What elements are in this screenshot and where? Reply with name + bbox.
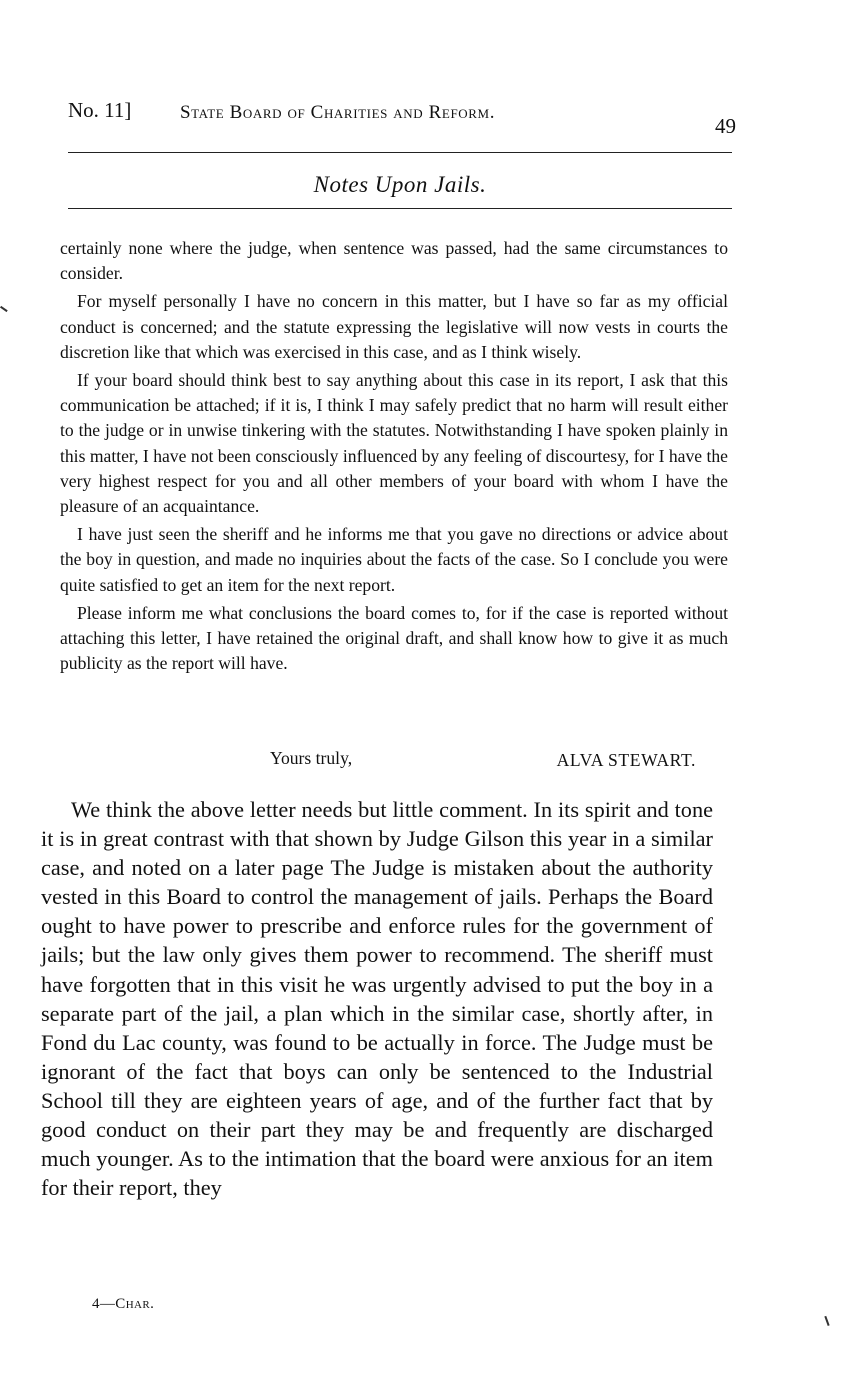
- signature-mark: 4—Char.: [92, 1296, 155, 1312]
- letter-paragraph: For myself personally I have no concern in this matter, but I have so far as my official conduct is concerned; and the statute expressing the legislative will now vests in courts the discretion like that which was exercised in this case, and as I think wisely.: [60, 291, 728, 362]
- header-rule: [68, 152, 732, 153]
- letter-closing: [60, 748, 696, 774]
- running-title: State Board of Charities and Reform.: [180, 102, 496, 123]
- letter-body: [60, 236, 728, 679]
- margin-mark: [824, 1316, 829, 1326]
- letter-paragraph: certainly none where the judge, when sentence was passed, had the same circumstances to consider.: [60, 238, 728, 284]
- closing-salutation: Yours truly,: [270, 748, 353, 768]
- letter-paragraph: If your board should think best to say anything about this case in its report, I ask that this communication be attached; if it is, I think I may safely predict that no harm will result either to the judge or in unwise tinkering with the statutes. Notwithstanding I have spoken plainly in this matter, I have not been consciously influenced by any feeling of discourtesy, for I have the very highest respect for you and all other members of your board with whom I have the pleasure of an acquaintance.: [60, 370, 728, 517]
- letter-paragraph: Please inform me what conclusions the board comes to, for if the case is reported without attaching this letter, I have retained the original draft, and shall know how to give it as much publicity as the report will have.: [60, 602, 728, 674]
- letter-paragraph: I have just seen the sheriff and he informs me that you gave no directions or advice about the boy in question, and made no inquiries about the facts of the case. So I conclude you were quite satisfied to get an item for the next report.: [60, 524, 728, 595]
- board-comment: We think the above letter needs but little comment. In its spirit and tone it is in great contrast with that shown by Judge Gilson this year in a similar case, and noted on a later page The Judge is mistaken about the authority vested in this Board to control the management of jails. Perhaps the Board ought to have power to prescribe and enforce rules for the government of jails; but the law only gives them power to recommend. The sheriff must have forgotten that in this visit he was urgently advised to put the boy in a separate part of the jail, a plan which in the similar case, shortly after, in Fond du Lac county, was found to be actually in force. The Judge must be ignorant of the fact that boys can only be sentenced to the Industrial School till they are eighteen years of age, and of the further fact that by good conduct on their part they may be and frequently are discharged much younger. As to the intimation that the board were anxious for an item for their report, they: [41, 797, 713, 1201]
- report-number: No. 11]: [68, 98, 132, 122]
- page-number: 49: [715, 114, 736, 138]
- section-rule: [68, 208, 732, 209]
- margin-mark: [0, 306, 7, 312]
- section-title: Notes Upon Jails.: [313, 172, 487, 197]
- running-header: [68, 96, 736, 136]
- letter-signature: ALVA STEWART.: [556, 750, 696, 770]
